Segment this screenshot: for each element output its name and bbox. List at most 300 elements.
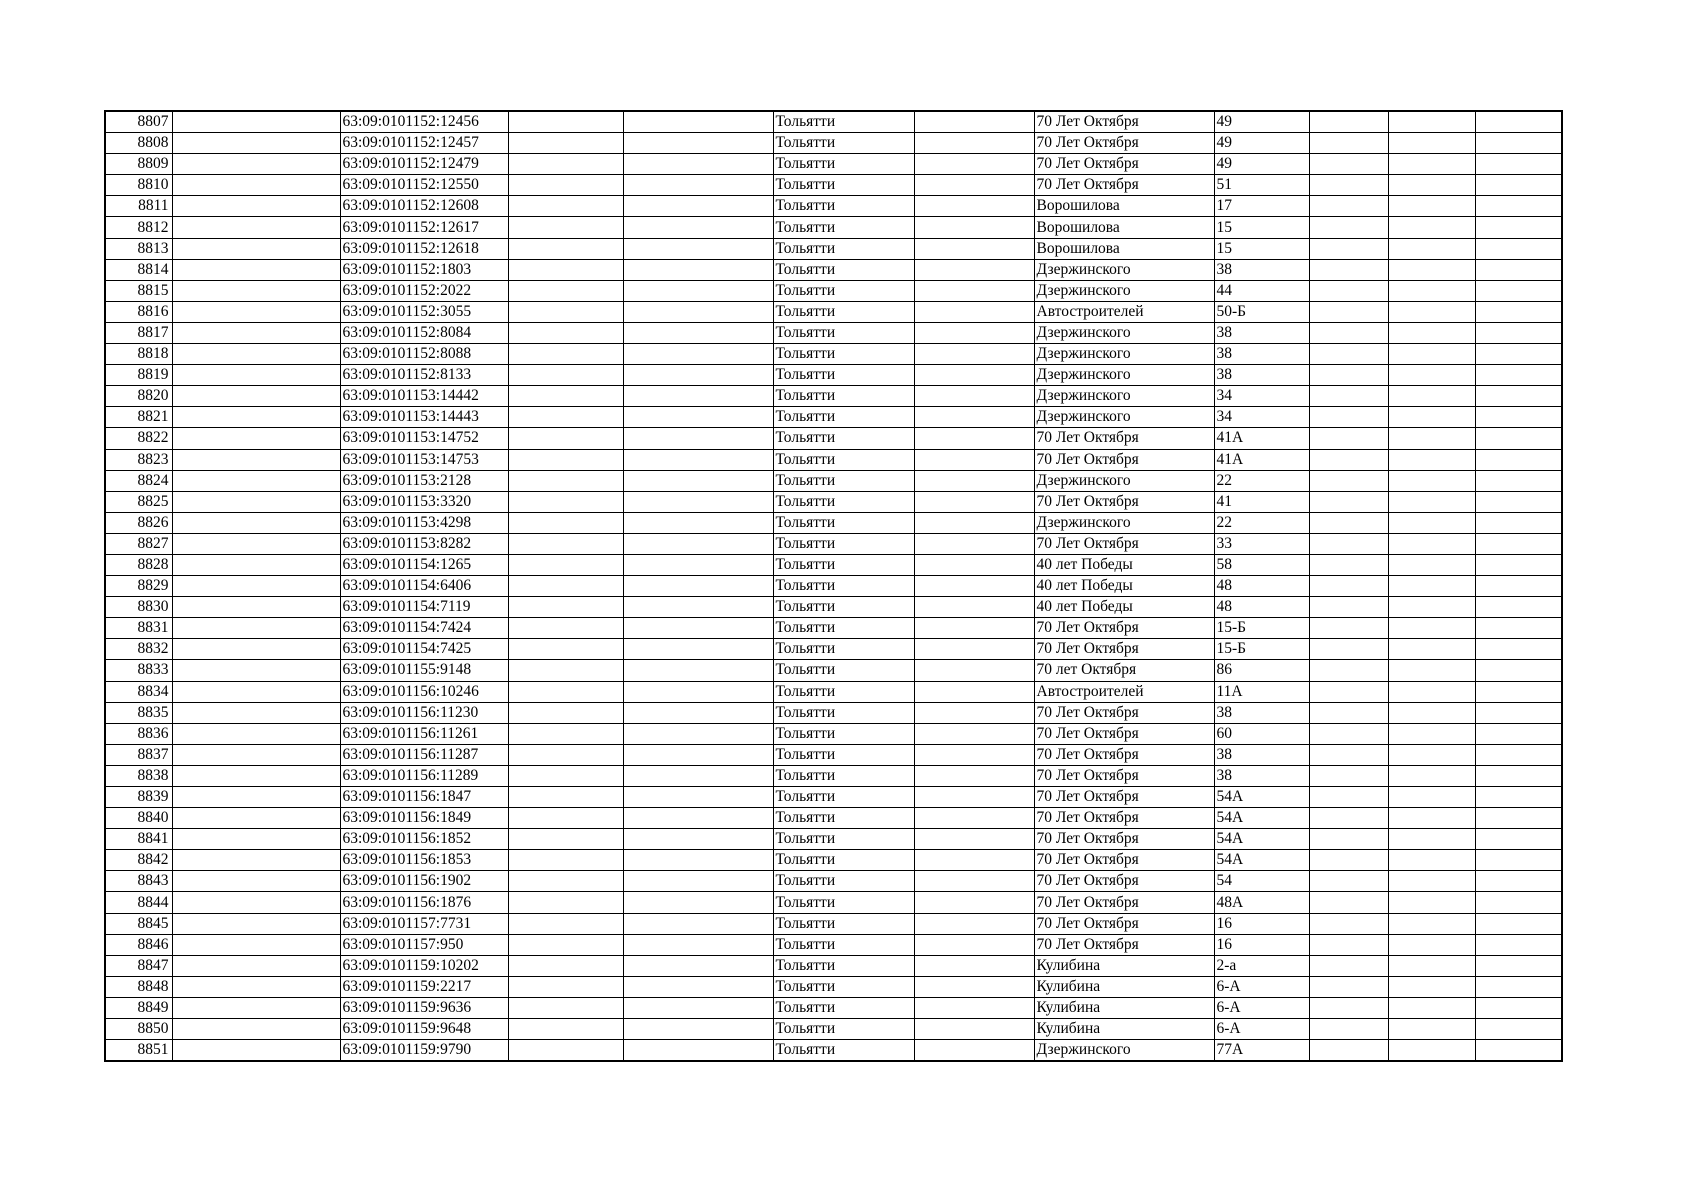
- row-number-cell: 8825: [105, 491, 172, 512]
- blank-cell: [172, 175, 340, 196]
- blank-cell: [623, 1040, 773, 1062]
- city-cell: Тольятти: [773, 976, 914, 997]
- blank-cell: [172, 997, 340, 1018]
- cadastral-number-cell: 63:09:0101155:9148: [340, 660, 508, 681]
- city-cell: Тольятти: [773, 217, 914, 238]
- blank-cell: [1388, 765, 1475, 786]
- blank-cell: [914, 976, 1034, 997]
- blank-cell: [1309, 639, 1388, 660]
- city-cell: Тольятти: [773, 871, 914, 892]
- blank-cell: [172, 913, 340, 934]
- blank-cell: [1309, 175, 1388, 196]
- blank-cell: [914, 1019, 1034, 1040]
- cadastral-number-cell: 63:09:0101156:11230: [340, 702, 508, 723]
- blank-cell: [623, 681, 773, 702]
- row-number-cell: 8840: [105, 808, 172, 829]
- street-cell: 40 лет Победы: [1034, 576, 1214, 597]
- house-number-cell: 15-Б: [1214, 618, 1309, 639]
- blank-cell: [172, 808, 340, 829]
- blank-cell: [623, 407, 773, 428]
- blank-cell: [1309, 976, 1388, 997]
- city-cell: Тольятти: [773, 428, 914, 449]
- blank-cell: [508, 976, 623, 997]
- blank-cell: [623, 111, 773, 133]
- blank-cell: [1388, 997, 1475, 1018]
- house-number-cell: 22: [1214, 512, 1309, 533]
- blank-cell: [1309, 997, 1388, 1018]
- blank-cell: [1475, 660, 1562, 681]
- blank-cell: [1475, 576, 1562, 597]
- blank-cell: [1388, 407, 1475, 428]
- table-row: [105, 133, 1562, 154]
- blank-cell: [508, 259, 623, 280]
- blank-cell: [914, 1040, 1034, 1062]
- house-number-cell: 50-Б: [1214, 301, 1309, 322]
- street-cell: Дзержинского: [1034, 259, 1214, 280]
- street-cell: Кулибина: [1034, 997, 1214, 1018]
- blank-cell: [1388, 1040, 1475, 1062]
- house-number-cell: 6-А: [1214, 976, 1309, 997]
- blank-cell: [623, 322, 773, 343]
- street-cell: 70 Лет Октября: [1034, 765, 1214, 786]
- city-cell: Тольятти: [773, 322, 914, 343]
- house-number-cell: 38: [1214, 365, 1309, 386]
- city-cell: Тольятти: [773, 850, 914, 871]
- blank-cell: [508, 744, 623, 765]
- city-cell: Тольятти: [773, 618, 914, 639]
- house-number-cell: 49: [1214, 154, 1309, 175]
- blank-cell: [508, 386, 623, 407]
- blank-cell: [914, 259, 1034, 280]
- house-number-cell: 41А: [1214, 449, 1309, 470]
- city-cell: Тольятти: [773, 576, 914, 597]
- blank-cell: [914, 892, 1034, 913]
- blank-cell: [1309, 512, 1388, 533]
- blank-cell: [1475, 428, 1562, 449]
- blank-cell: [1388, 175, 1475, 196]
- row-number-cell: 8813: [105, 238, 172, 259]
- blank-cell: [1475, 765, 1562, 786]
- street-cell: Дзержинского: [1034, 386, 1214, 407]
- street-cell: 70 Лет Октября: [1034, 533, 1214, 554]
- row-number-cell: 8846: [105, 934, 172, 955]
- street-cell: 70 Лет Октября: [1034, 639, 1214, 660]
- blank-cell: [1309, 386, 1388, 407]
- blank-cell: [623, 217, 773, 238]
- cadastral-number-cell: 63:09:0101152:2022: [340, 280, 508, 301]
- blank-cell: [1475, 322, 1562, 343]
- row-number-cell: 8807: [105, 111, 172, 133]
- blank-cell: [1475, 1040, 1562, 1062]
- blank-cell: [1475, 133, 1562, 154]
- table-row: [105, 428, 1562, 449]
- blank-cell: [172, 491, 340, 512]
- blank-cell: [172, 787, 340, 808]
- row-number-cell: 8843: [105, 871, 172, 892]
- blank-cell: [172, 301, 340, 322]
- blank-cell: [1475, 913, 1562, 934]
- city-cell: Тольятти: [773, 681, 914, 702]
- table-row: [105, 554, 1562, 575]
- blank-cell: [1388, 154, 1475, 175]
- row-number-cell: 8808: [105, 133, 172, 154]
- table-row: [105, 175, 1562, 196]
- blank-cell: [172, 829, 340, 850]
- blank-cell: [914, 913, 1034, 934]
- street-cell: 70 Лет Октября: [1034, 133, 1214, 154]
- table-row: [105, 259, 1562, 280]
- blank-cell: [1309, 196, 1388, 217]
- table-row: [105, 512, 1562, 533]
- blank-cell: [914, 407, 1034, 428]
- house-number-cell: 49: [1214, 133, 1309, 154]
- cadastral-number-cell: 63:09:0101156:1847: [340, 787, 508, 808]
- blank-cell: [1388, 723, 1475, 744]
- house-number-cell: 54А: [1214, 850, 1309, 871]
- house-number-cell: 38: [1214, 259, 1309, 280]
- blank-cell: [1475, 554, 1562, 575]
- city-cell: Тольятти: [773, 744, 914, 765]
- blank-cell: [1388, 955, 1475, 976]
- table-row: [105, 618, 1562, 639]
- cadastral-number-cell: 63:09:0101152:12550: [340, 175, 508, 196]
- city-cell: Тольятти: [773, 1019, 914, 1040]
- street-cell: 70 Лет Октября: [1034, 934, 1214, 955]
- blank-cell: [623, 576, 773, 597]
- table-row: [105, 1019, 1562, 1040]
- cadastral-number-cell: 63:09:0101156:1852: [340, 829, 508, 850]
- blank-cell: [1388, 449, 1475, 470]
- blank-cell: [623, 428, 773, 449]
- row-number-cell: 8812: [105, 217, 172, 238]
- blank-cell: [1388, 850, 1475, 871]
- city-cell: Тольятти: [773, 154, 914, 175]
- blank-cell: [1309, 660, 1388, 681]
- blank-cell: [1475, 997, 1562, 1018]
- blank-cell: [914, 365, 1034, 386]
- table-row: [105, 997, 1562, 1018]
- street-cell: Ворошилова: [1034, 196, 1214, 217]
- row-number-cell: 8835: [105, 702, 172, 723]
- blank-cell: [172, 660, 340, 681]
- cadastral-number-cell: 63:09:0101152:12456: [340, 111, 508, 133]
- blank-cell: [1309, 850, 1388, 871]
- house-number-cell: 58: [1214, 554, 1309, 575]
- blank-cell: [508, 787, 623, 808]
- house-number-cell: 16: [1214, 934, 1309, 955]
- blank-cell: [508, 955, 623, 976]
- row-number-cell: 8817: [105, 322, 172, 343]
- blank-cell: [1475, 449, 1562, 470]
- row-number-cell: 8828: [105, 554, 172, 575]
- blank-cell: [1388, 259, 1475, 280]
- blank-cell: [172, 723, 340, 744]
- blank-cell: [914, 470, 1034, 491]
- blank-cell: [1475, 280, 1562, 301]
- blank-cell: [1475, 850, 1562, 871]
- blank-cell: [1475, 217, 1562, 238]
- table-row: [105, 111, 1562, 133]
- row-number-cell: 8823: [105, 449, 172, 470]
- blank-cell: [1309, 238, 1388, 259]
- street-cell: 70 Лет Октября: [1034, 428, 1214, 449]
- house-number-cell: 41А: [1214, 428, 1309, 449]
- blank-cell: [1309, 618, 1388, 639]
- house-number-cell: 15: [1214, 238, 1309, 259]
- table-row: [105, 871, 1562, 892]
- cadastral-number-cell: 63:09:0101152:12618: [340, 238, 508, 259]
- blank-cell: [1309, 829, 1388, 850]
- blank-cell: [1388, 597, 1475, 618]
- blank-cell: [508, 512, 623, 533]
- blank-cell: [508, 280, 623, 301]
- blank-cell: [1309, 322, 1388, 343]
- row-number-cell: 8842: [105, 850, 172, 871]
- blank-cell: [623, 934, 773, 955]
- city-cell: Тольятти: [773, 344, 914, 365]
- row-number-cell: 8848: [105, 976, 172, 997]
- blank-cell: [1475, 934, 1562, 955]
- cadastral-number-cell: 63:09:0101157:7731: [340, 913, 508, 934]
- house-number-cell: 33: [1214, 533, 1309, 554]
- blank-cell: [914, 491, 1034, 512]
- cadastral-number-cell: 63:09:0101159:9636: [340, 997, 508, 1018]
- city-cell: Тольятти: [773, 934, 914, 955]
- blank-cell: [1309, 154, 1388, 175]
- blank-cell: [1309, 765, 1388, 786]
- blank-cell: [1309, 344, 1388, 365]
- table-row: [105, 491, 1562, 512]
- house-number-cell: 48А: [1214, 892, 1309, 913]
- blank-cell: [914, 512, 1034, 533]
- blank-cell: [1309, 259, 1388, 280]
- blank-cell: [914, 344, 1034, 365]
- cadastral-number-cell: 63:09:0101156:11287: [340, 744, 508, 765]
- street-cell: Дзержинского: [1034, 1040, 1214, 1062]
- table-row: [105, 280, 1562, 301]
- street-cell: 70 Лет Октября: [1034, 892, 1214, 913]
- blank-cell: [1309, 597, 1388, 618]
- cadastral-number-cell: 63:09:0101156:1853: [340, 850, 508, 871]
- table-row: [105, 892, 1562, 913]
- blank-cell: [623, 365, 773, 386]
- blank-cell: [623, 386, 773, 407]
- blank-cell: [508, 238, 623, 259]
- blank-cell: [1475, 470, 1562, 491]
- blank-cell: [914, 133, 1034, 154]
- street-cell: Дзержинского: [1034, 365, 1214, 386]
- blank-cell: [1388, 238, 1475, 259]
- blank-cell: [1475, 976, 1562, 997]
- blank-cell: [914, 955, 1034, 976]
- blank-cell: [508, 702, 623, 723]
- blank-cell: [1309, 1040, 1388, 1062]
- blank-cell: [172, 976, 340, 997]
- blank-cell: [172, 449, 340, 470]
- blank-cell: [172, 576, 340, 597]
- cadastral-number-cell: 63:09:0101152:8084: [340, 322, 508, 343]
- house-number-cell: 60: [1214, 723, 1309, 744]
- blank-cell: [914, 744, 1034, 765]
- row-number-cell: 8830: [105, 597, 172, 618]
- blank-cell: [1475, 808, 1562, 829]
- city-cell: Тольятти: [773, 449, 914, 470]
- house-number-cell: 22: [1214, 470, 1309, 491]
- house-number-cell: 54А: [1214, 787, 1309, 808]
- table-row: [105, 597, 1562, 618]
- blank-cell: [1475, 955, 1562, 976]
- table-row: [105, 913, 1562, 934]
- blank-cell: [508, 470, 623, 491]
- street-cell: Дзержинского: [1034, 470, 1214, 491]
- blank-cell: [1388, 702, 1475, 723]
- table-row: [105, 702, 1562, 723]
- blank-cell: [508, 618, 623, 639]
- house-number-cell: 44: [1214, 280, 1309, 301]
- cadastral-number-cell: 63:09:0101152:12617: [340, 217, 508, 238]
- table-row: [105, 850, 1562, 871]
- blank-cell: [1388, 576, 1475, 597]
- house-number-cell: 6-А: [1214, 997, 1309, 1018]
- blank-cell: [172, 322, 340, 343]
- house-number-cell: 17: [1214, 196, 1309, 217]
- street-cell: 70 Лет Октября: [1034, 913, 1214, 934]
- street-cell: 70 Лет Октября: [1034, 829, 1214, 850]
- blank-cell: [623, 913, 773, 934]
- blank-cell: [623, 787, 773, 808]
- table-row: [105, 660, 1562, 681]
- cadastral-number-cell: 63:09:0101153:3320: [340, 491, 508, 512]
- row-number-cell: 8826: [105, 512, 172, 533]
- city-cell: Тольятти: [773, 892, 914, 913]
- blank-cell: [1475, 1019, 1562, 1040]
- street-cell: Дзержинского: [1034, 344, 1214, 365]
- blank-cell: [1309, 913, 1388, 934]
- table-row: [105, 196, 1562, 217]
- table-row: [105, 681, 1562, 702]
- row-number-cell: 8827: [105, 533, 172, 554]
- blank-cell: [508, 892, 623, 913]
- blank-cell: [914, 217, 1034, 238]
- row-number-cell: 8850: [105, 1019, 172, 1040]
- street-cell: Кулибина: [1034, 1019, 1214, 1040]
- city-cell: Тольятти: [773, 386, 914, 407]
- street-cell: 70 Лет Октября: [1034, 491, 1214, 512]
- row-number-cell: 8820: [105, 386, 172, 407]
- house-number-cell: 2-а: [1214, 955, 1309, 976]
- blank-cell: [1388, 829, 1475, 850]
- blank-cell: [508, 934, 623, 955]
- street-cell: Кулибина: [1034, 976, 1214, 997]
- house-number-cell: 54: [1214, 871, 1309, 892]
- city-cell: Тольятти: [773, 301, 914, 322]
- registry-table: [104, 110, 1563, 1062]
- blank-cell: [172, 133, 340, 154]
- cadastral-number-cell: 63:09:0101156:1849: [340, 808, 508, 829]
- cadastral-number-cell: 63:09:0101152:1803: [340, 259, 508, 280]
- blank-cell: [1475, 154, 1562, 175]
- blank-cell: [623, 765, 773, 786]
- blank-cell: [914, 175, 1034, 196]
- blank-cell: [1388, 512, 1475, 533]
- table-row: [105, 744, 1562, 765]
- cadastral-number-cell: 63:09:0101153:2128: [340, 470, 508, 491]
- cadastral-number-cell: 63:09:0101154:7424: [340, 618, 508, 639]
- street-cell: 70 лет Октября: [1034, 660, 1214, 681]
- row-number-cell: 8849: [105, 997, 172, 1018]
- table-row: [105, 407, 1562, 428]
- blank-cell: [914, 449, 1034, 470]
- blank-cell: [1388, 428, 1475, 449]
- row-number-cell: 8829: [105, 576, 172, 597]
- blank-cell: [1475, 386, 1562, 407]
- blank-cell: [172, 365, 340, 386]
- blank-cell: [1388, 196, 1475, 217]
- city-cell: Тольятти: [773, 491, 914, 512]
- blank-cell: [623, 660, 773, 681]
- blank-cell: [623, 639, 773, 660]
- blank-cell: [1388, 787, 1475, 808]
- street-cell: 70 Лет Октября: [1034, 723, 1214, 744]
- blank-cell: [1475, 533, 1562, 554]
- blank-cell: [914, 386, 1034, 407]
- city-cell: Тольятти: [773, 808, 914, 829]
- street-cell: 40 лет Победы: [1034, 597, 1214, 618]
- house-number-cell: 15: [1214, 217, 1309, 238]
- city-cell: Тольятти: [773, 407, 914, 428]
- blank-cell: [623, 892, 773, 913]
- blank-cell: [508, 597, 623, 618]
- cadastral-number-cell: 63:09:0101152:12608: [340, 196, 508, 217]
- blank-cell: [508, 576, 623, 597]
- cadastral-number-cell: 63:09:0101154:7425: [340, 639, 508, 660]
- cadastral-number-cell: 63:09:0101154:7119: [340, 597, 508, 618]
- blank-cell: [172, 765, 340, 786]
- blank-cell: [1309, 702, 1388, 723]
- blank-cell: [1388, 913, 1475, 934]
- table-row: [105, 723, 1562, 744]
- blank-cell: [1388, 365, 1475, 386]
- blank-cell: [508, 154, 623, 175]
- table-row: [105, 449, 1562, 470]
- blank-cell: [1475, 639, 1562, 660]
- cadastral-number-cell: 63:09:0101152:3055: [340, 301, 508, 322]
- street-cell: 40 лет Победы: [1034, 554, 1214, 575]
- blank-cell: [1388, 892, 1475, 913]
- street-cell: 70 Лет Октября: [1034, 871, 1214, 892]
- street-cell: 70 Лет Октября: [1034, 744, 1214, 765]
- house-number-cell: 38: [1214, 765, 1309, 786]
- row-number-cell: 8811: [105, 196, 172, 217]
- blank-cell: [172, 1019, 340, 1040]
- blank-cell: [172, 955, 340, 976]
- blank-cell: [1388, 344, 1475, 365]
- blank-cell: [1309, 407, 1388, 428]
- blank-cell: [172, 681, 340, 702]
- blank-cell: [914, 111, 1034, 133]
- blank-cell: [508, 533, 623, 554]
- blank-cell: [1388, 491, 1475, 512]
- street-cell: Дзержинского: [1034, 512, 1214, 533]
- blank-cell: [623, 133, 773, 154]
- blank-cell: [1475, 491, 1562, 512]
- blank-cell: [1309, 554, 1388, 575]
- cadastral-number-cell: 63:09:0101153:8282: [340, 533, 508, 554]
- blank-cell: [623, 449, 773, 470]
- row-number-cell: 8831: [105, 618, 172, 639]
- blank-cell: [1388, 871, 1475, 892]
- table-row: [105, 639, 1562, 660]
